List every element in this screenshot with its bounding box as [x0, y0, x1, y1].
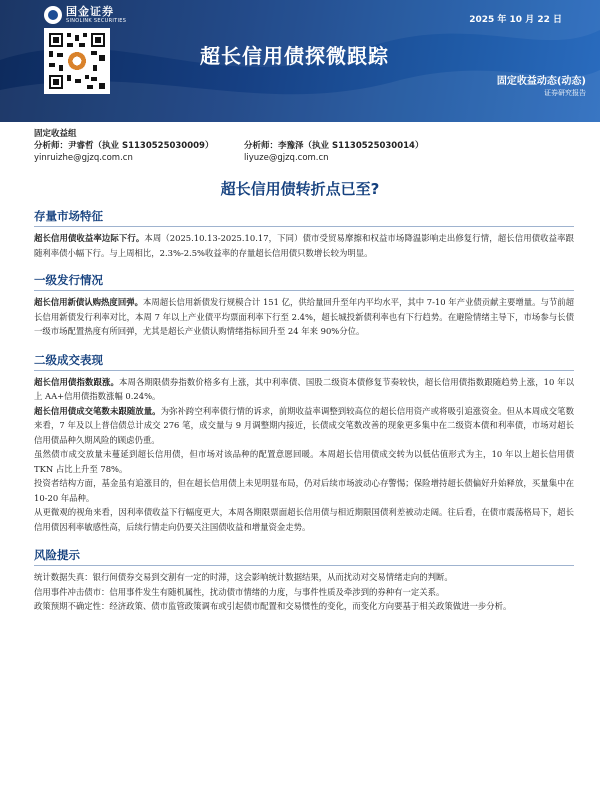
logo-name-en: SINOLINK SECURITIES — [66, 18, 127, 24]
report-main-title: 超长信用债转折点已至? — [220, 180, 380, 198]
paragraph: 虽然债市成交放量未蔓延到超长信用债，但市场对该品种的配置意愿回暖。本周超长信用债成交转为以低估值形式为主，10 年以上超长信用债 TKN 占比上升至 78%。 — [34, 449, 574, 474]
report-series-title: 超长信用债探微跟踪 — [200, 44, 389, 68]
section-heading-primary-issuance: 一级发行情况 — [34, 272, 574, 291]
report-type: 固定收益动态(动态) — [496, 76, 586, 87]
paragraph: 统计数据失真：银行间债券交易到交割有一定的时滞，这会影响统计数据结果，从而扰动对交易情绪走向的判断。 — [34, 572, 453, 582]
paragraph: 信用事件冲击债市：信用事件发生有随机属性，扰动债市情绪的力度，与事件性质及牵涉到的券种有一定关系。 — [34, 586, 445, 597]
section-heading-stock-market: 存量市场特征 — [34, 208, 574, 227]
paragraph: 政策预期不确定性：经济政策、债市监管政策调布或引起债市配置和交易惯性的变化，而变化方向要基于相关政策做进一步分析。 — [34, 601, 512, 611]
section-heading-risk-warning: 风险提示 — [34, 547, 574, 566]
paragraph: 从更微观的视角来看，因利率债收益下行幅度更大，本周各期限票面超长信用债与相近期限国债利差被动走阔。往后看，在债市震荡格局下，超长信用债因利率敏感性高，后续行情走向仍要关注国债收益和增量资金走势。 — [34, 507, 574, 532]
paragraph-lead: 超长信用债成交笔数未跟随放量。 — [34, 405, 161, 416]
paragraph-text: 本周各期限债券指数价格多有上涨，其中利率债、国股二级资本债修复节奏较快，超长信用债指数跟随趋势上涨，10 年以上 AA+信用债指数涨幅 0.24%。 — [34, 376, 574, 401]
section-heading-secondary-trading: 二级成交表现 — [34, 352, 574, 371]
analyst-2-email[interactable]: liyuze@gjzq.com.cn — [244, 153, 329, 163]
report-date: 2025 年 10 月 22 日 — [469, 15, 562, 25]
report-banner — [0, 0, 600, 122]
report-body — [34, 208, 574, 614]
paragraph-text: 为弥补跨空利率债行情的诉求，前期收益率调整到较高位的超长信用资产或将吸引追涨资金。但从本周成交笔数来看，7 年及以上普信债总计成交 276 笔，成交量与 9 月调整期内接近，长债成交笔数改善的现象更多集中在二级资本债和利率债，市场对超长信用债品种久期风险的顾虑仍重。 — [34, 405, 574, 445]
paragraph — [34, 375, 574, 404]
paragraph: 投资者结构方面，基金虽有追涨目的，但在超长信用债上未见明显布局，仍对后续市场波动心存警惕；保险增持超长债偏好升始释放，买量集中在 10-20 年品种。 — [34, 478, 574, 503]
analyst-group: 固定收益组 — [34, 129, 77, 139]
analyst-2-name: 分析师：李豫泽（执业 S1130525030014） — [244, 141, 424, 151]
paragraph-lead: 超长信用新债认购热度回弹。 — [34, 297, 143, 307]
qr-code-icon — [44, 28, 110, 94]
paragraph — [34, 404, 574, 448]
paragraph — [34, 231, 574, 260]
paragraph-text: 本周（2025.10.13-2025.10.17，下同）债市受贸易摩擦和权益市场降温影响走出修复行情，超长信用债收益率跟随利率债小幅下行。与上周相比，2.3%-2.5%收益率的存量超长信用债只数增长较为明显。 — [34, 233, 575, 258]
logo-mark-icon — [44, 6, 62, 24]
logo-name-cn: 国金证券 — [66, 5, 114, 18]
report-category: 证券研究报告 — [544, 89, 586, 97]
paragraph-text: 本周超长信用新债发行规模合计 151 亿，供给量回升至年内平均水平，其中 7-10 年产业债贡献主要增量。与节前超长信用新债发行利率对比，本周 7 年以上产业债平均票面利率下行至 2.4%，超长城投新债利率也有下行趋势。在避险情绪主导下，市场参与长债一级市场配置热度有所回弹，尤其是超长产业债认购情绪指标回升至 24 年来 90%分位。 — [34, 297, 574, 336]
analyst-1-name: 分析师：尹睿哲（执业 S1130525030009） — [34, 141, 214, 151]
company-logo — [44, 6, 126, 24]
paragraph — [34, 295, 574, 339]
analyst-info — [34, 128, 574, 164]
paragraph-lead: 超长信用债收益率边际下行。 — [34, 233, 145, 243]
analyst-1-email[interactable]: yinruizhe@gjzq.com.cn — [34, 153, 133, 163]
paragraph-lead: 超长信用债指数跟涨。 — [34, 376, 119, 387]
